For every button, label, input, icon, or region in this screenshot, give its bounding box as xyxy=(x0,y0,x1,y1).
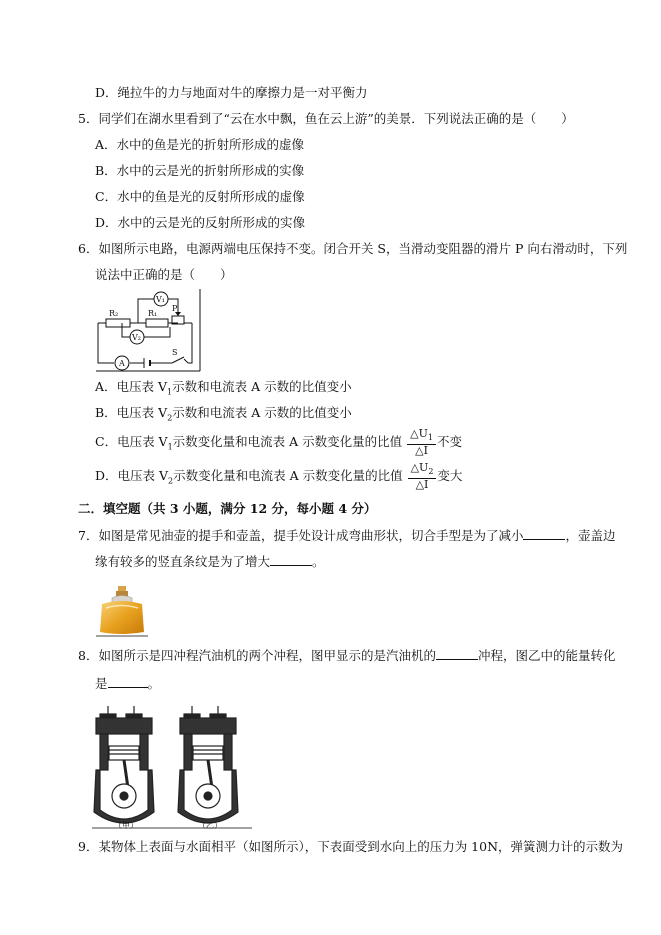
q6-circuit-diagram xyxy=(92,287,204,373)
q9-line1: 9．某物体上表面与水面相平（如图所示），下表面受到水向上的压力为 10N，弹簧测力计的示数为 xyxy=(78,839,624,854)
q7-blank-1[interactable] xyxy=(523,528,565,540)
fraction: $\frac{\triangle U_2}{\triangle I}$ xyxy=(408,462,437,491)
q5-option-d: D．水中的云是光的反射所形成的实像 xyxy=(95,215,306,230)
label-yi: （乙） xyxy=(198,821,222,830)
label-jia: （甲） xyxy=(114,821,138,830)
q6-stem-line1: 6．如图所示电路，电源两端电压保持不变。闭合开关 S，当滑动变阻器的滑片 P 向右滑动时，下列 xyxy=(78,241,628,256)
q7-line1: 7．如图是常见油壶的提手和壶盖，提手处设计成弯曲形状，切合手型是为了减小 ，壶盖边 xyxy=(78,528,616,543)
a-label: A xyxy=(119,359,125,368)
q5-option-b: B．水中的云是光的折射所形成的实像 xyxy=(95,163,305,178)
engine-strokes-diagram xyxy=(92,700,252,832)
r2-label: R₂ xyxy=(109,309,119,318)
v2-label: V₂ xyxy=(132,333,141,342)
q5-stem: 5．同学们在湖水里看到了“云在水中飘，鱼在云上游”的美景．下列说法正确的是（ ） xyxy=(78,111,574,126)
q8-line1: 8．如图所示是四冲程汽油机的两个冲程，图甲显示的是汽油机的 冲程，图乙中的能量转化 xyxy=(78,648,616,663)
p-label: P xyxy=(172,304,178,313)
q5-option-c: C．水中的鱼是光的反射所形成的虚像 xyxy=(95,189,305,204)
q6-stem-line2: 说法中正确的是（ ） xyxy=(95,267,233,282)
q6-option-d: D．电压表 $V_2$示数变化量和电流表 A 示数变化量的比值 $\frac{\triangle U_2}{\triangle I}$ 变大 xyxy=(95,461,463,492)
q7-line2: 缘有较多的竖直条纹是为了增大 。 xyxy=(95,554,325,569)
v1-label: V₁ xyxy=(156,295,165,304)
q6-option-a: A．电压表 $V_1$示数和电流表 A 示数的比值变小 xyxy=(95,379,352,397)
r1-label: R₁ xyxy=(148,309,158,318)
q6-option-b: B．电压表 $V_2$示数和电流表 A 示数的比值变小 xyxy=(95,405,352,423)
q8-line2: 是 。 xyxy=(95,676,161,691)
fraction: $\frac{\triangle U_1}{\triangle I}$ xyxy=(407,428,436,457)
oil-pot-image xyxy=(94,584,150,638)
s-label: S xyxy=(172,348,178,357)
q8-blank-1[interactable] xyxy=(436,648,478,660)
q7-blank-2[interactable] xyxy=(270,554,312,566)
section-title-fill-in: 二．填空题（共 3 小题，满分 12 分，每小题 4 分） xyxy=(78,501,377,516)
q8-blank-2[interactable] xyxy=(108,676,148,688)
q5-option-a: A．水中的鱼是光的折射所形成的虚像 xyxy=(95,137,305,152)
q4-option-d: D．绳拉牛的力与地面对牛的摩擦力是一对平衡力 xyxy=(95,85,368,100)
q6-option-c: C．电压表 $V_1$示数变化量和电流表 A 示数变化量的比值 $\frac{\triangle U_1}{\triangle I}$ 不变 xyxy=(95,427,462,458)
